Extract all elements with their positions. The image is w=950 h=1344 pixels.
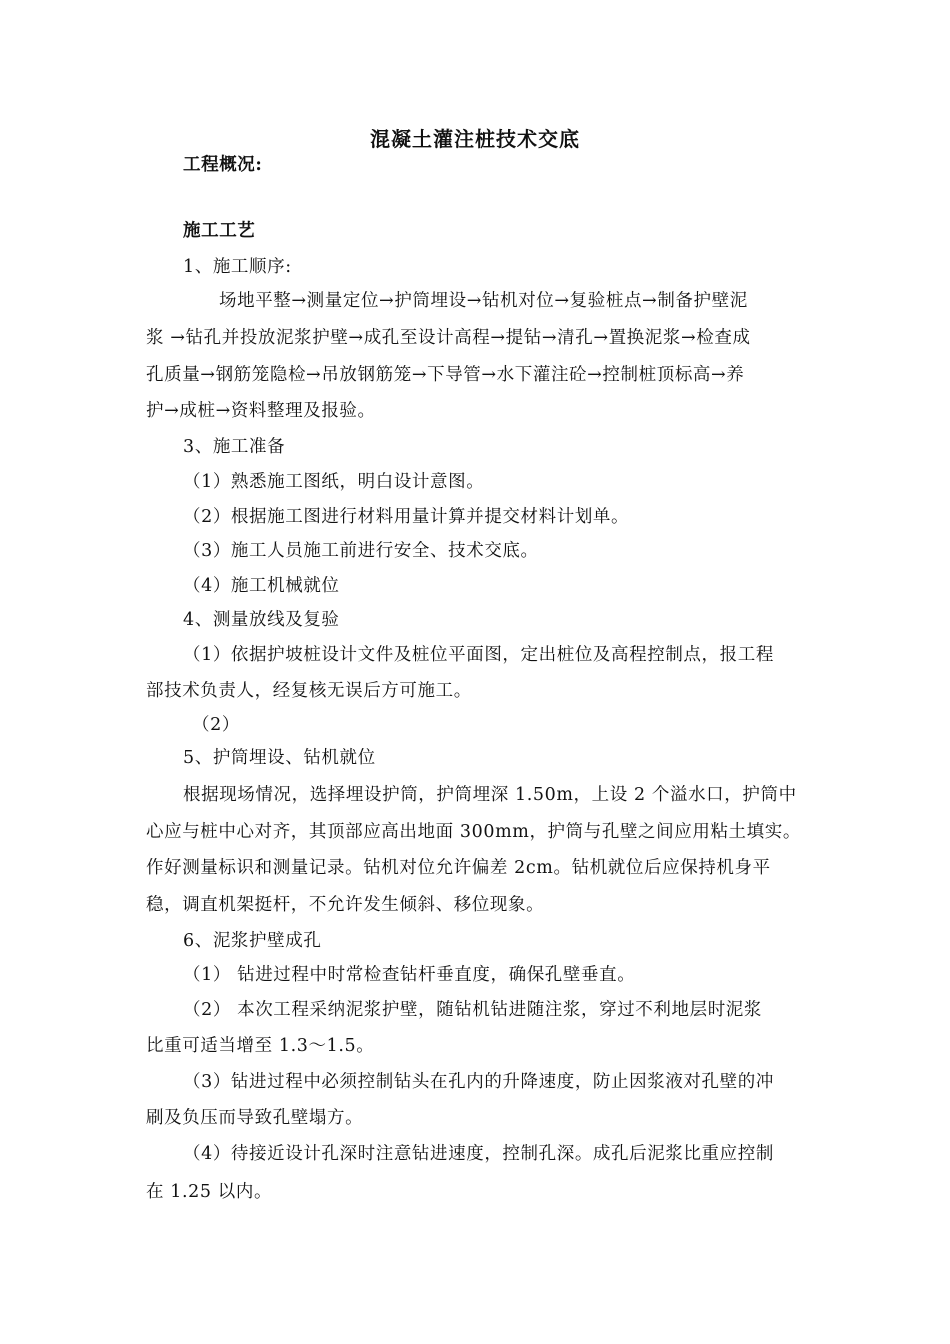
section6-item2-line: 比重可适当增至 1.3～1.5。: [146, 1036, 375, 1056]
section6-item1: （1） 钻进过程中时常检查钻杆垂直度，确保孔壁垂直。: [183, 965, 636, 985]
section3-item: （1）熟悉施工图纸，明白设计意图。: [183, 472, 485, 492]
section5-line: 作好测量标识和测量记录。钻机对位允许偏差 2cm。钻机就位后应保持机身平: [146, 858, 771, 878]
section5-line: 稳，调直机架挺杆，不允许发生倾斜、移位现象。: [146, 895, 545, 915]
section3-heading: 3、施工准备: [183, 437, 286, 457]
section1-line: 孔质量→钢筋笼隐检→吊放钢筋笼→下导管→水下灌注砼→控制桩顶标高→养: [146, 365, 745, 385]
section5-line: 心应与桩中心对齐，其顶部应高出地面 300mm，护筒与孔壁之间应用粘土填实。: [146, 822, 801, 842]
section6-heading: 6、泥浆护壁成孔: [183, 931, 322, 951]
section6-item4-line: （4）待接近设计孔深时注意钻进速度，控制孔深。成孔后泥浆比重应控制: [183, 1144, 774, 1164]
overview-heading: 工程概况:: [183, 155, 263, 175]
section1-line: 浆 →钻孔并投放泥浆护壁→成孔至设计高程→提钻→清孔→置换泥浆→检查成: [146, 328, 751, 348]
section4-item1-line: 部技术负责人，经复核无误后方可施工。: [146, 681, 472, 701]
section4-item2: （2）: [192, 715, 240, 735]
section6-item3-line: （3）钻进过程中必须控制钻头在孔内的升降速度，防止因浆液对孔壁的冲: [183, 1072, 774, 1092]
section3-item: （2）根据施工图进行材料用量计算并提交材料计划单。: [183, 507, 630, 527]
section6-item2-line: （2） 本次工程采纳泥浆护壁，随钻机钻进随注浆，穿过不利地层时泥浆: [183, 1000, 762, 1020]
section4-heading: 4、测量放线及复验: [183, 610, 340, 630]
section1-heading: 1、施工顺序:: [183, 257, 292, 277]
section4-item1-line: （1）依据护坡桩设计文件及桩位平面图，定出桩位及高程控制点，报工程: [183, 645, 774, 665]
section6-item4-line: 在 1.25 以内。: [146, 1182, 273, 1202]
section3-item: （3）施工人员施工前进行安全、技术交底。: [183, 541, 539, 561]
process-heading: 施工工艺: [183, 221, 256, 241]
document-title: 混凝土灌注桩技术交底: [370, 127, 580, 151]
section1-line: 场地平整→测量定位→护筒埋设→钻机对位→复验桩点→制备护壁泥: [219, 291, 748, 311]
section1-line: 护→成桩→资料整理及报验。: [146, 401, 376, 421]
section5-line: 根据现场情况，选择埋设护筒，护筒埋深 1.50m，上设 2 个溢水口，护筒中: [183, 785, 797, 805]
section3-item: （4）施工机械就位: [183, 576, 340, 596]
section5-heading: 5、护筒埋设、钻机就位: [183, 748, 376, 768]
section6-item3-line: 刷及负压而导致孔壁塌方。: [146, 1108, 364, 1128]
